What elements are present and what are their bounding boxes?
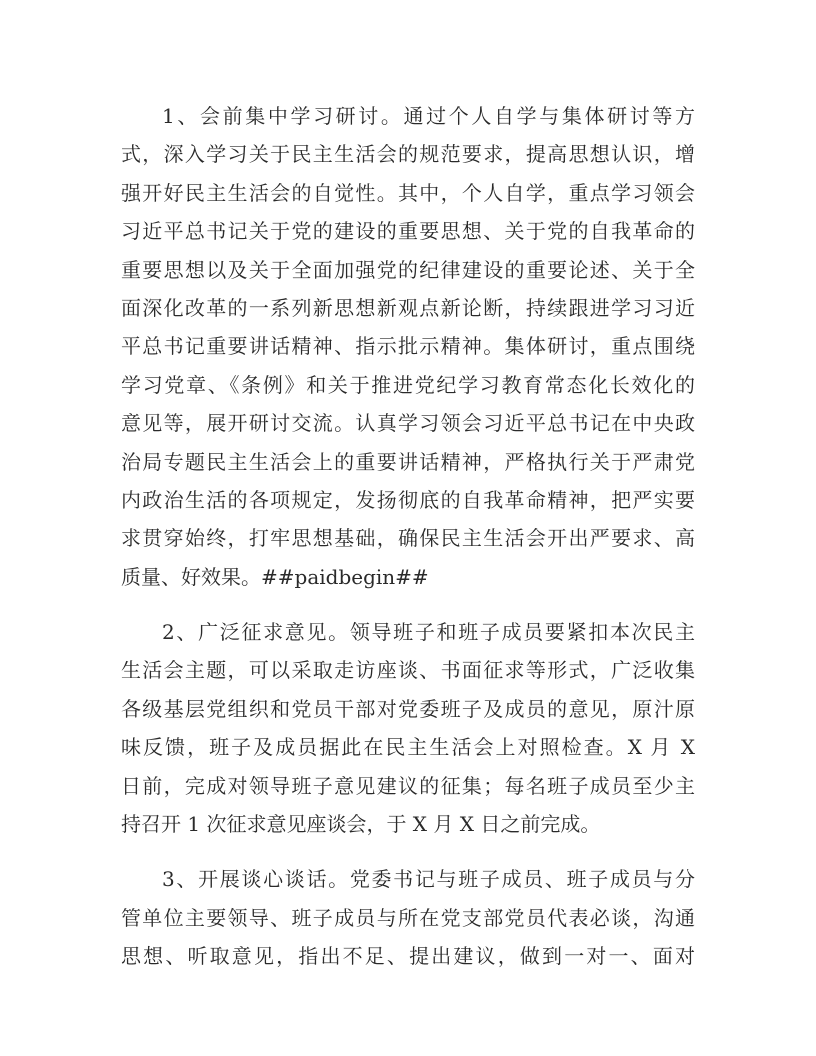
paragraph-line: 治局专题民主生活会上的重要讲话精神，严格执行关于严肃党 <box>121 449 695 474</box>
paragraph-line: 求贯穿始终，打牢思想基础，确保民主生活会开出严要求、高 <box>121 526 695 551</box>
paragraph-line: 式，深入学习关于民主生活会的规范要求，提高思想认识，增 <box>121 142 695 167</box>
paragraph-line: 2、广泛征求意见。领导班子和班子成员要紧扣本次民主 <box>162 620 695 645</box>
paragraph-line: 学习党章、《条例》和关于推进党纪学习教育常态化长效化的 <box>121 372 695 397</box>
paragraph-line: 管单位主要领导、班子成员与所在党支部党员代表必谈，沟通 <box>121 905 695 930</box>
paragraph-line: 日前，完成对领导班子意见建议的征集；每名班子成员至少主 <box>121 773 695 798</box>
paragraph-line: 生活会主题，可以采取走访座谈、书面征求等形式，广泛收集 <box>121 658 695 683</box>
paragraph-line: 内政治生活的各项规定，发扬彻底的自我革命精神，把严实要 <box>121 487 695 512</box>
paragraph-line: 习近平总书记关于党的建设的重要思想、关于党的自我革命的 <box>121 219 695 244</box>
paragraph-line: 各级基层党组织和党员干部对党委班子及成员的意见，原汁原 <box>121 696 695 721</box>
paragraph-line: 重要思想以及关于全面加强党的纪律建设的重要论述、关于全 <box>121 257 695 282</box>
document-body <box>121 97 695 976</box>
paragraph-spacer <box>121 843 695 860</box>
paragraph-line: 味反馈，班子及成员据此在民主生活会上对照检查。X 月 X <box>121 735 695 760</box>
paragraph-solicit-opinions <box>121 613 695 843</box>
paragraph-line: 面深化改革的一系列新思想新观点新论断，持续跟进学习习近 <box>121 295 695 320</box>
paragraph-line: 持召开 1 次征求意见座谈会，于 X 月 X 日之前完成。 <box>121 812 601 837</box>
paragraph-heart-to-heart-talks <box>121 860 695 975</box>
paragraph-line: 意见等，展开研讨交流。认真学习领会习近平总书记在中央政 <box>121 411 695 436</box>
paragraph-meeting-study <box>121 97 695 596</box>
paragraph-line: 质量、好效果。##paidbegin## <box>121 564 429 589</box>
paragraph-spacer <box>121 596 695 613</box>
paragraph-line: 1、会前集中学习研讨。通过个人自学与集体研讨等方 <box>162 104 695 128</box>
paragraph-line: 平总书记重要讲话精神、指示批示精神。集体研讨，重点围绕 <box>121 334 695 359</box>
paragraph-line: 思想、听取意见，指出不足、提出建议，做到一对一、面对 <box>121 944 695 969</box>
paragraph-line: 强开好民主生活会的自觉性。其中，个人自学，重点学习领会 <box>121 180 695 205</box>
paragraph-line: 3、开展谈心谈话。党委书记与班子成员、班子成员与分 <box>162 867 695 892</box>
